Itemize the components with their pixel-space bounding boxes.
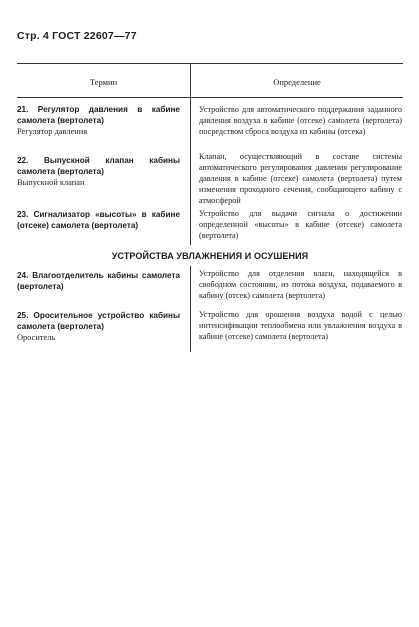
definition-24: Устройство для отделения влаги, находящейся в свободном состоянии, из потока воздуха, подаваемого в кабину (отсек) самолета (вертолета)	[199, 269, 402, 300]
column-header-term: Термин	[89, 77, 118, 87]
column-divider-upper	[190, 63, 191, 245]
definition-22: Клапан, осуществляющий в составе системы автоматического регулирования давления регулирование давления в кабине (отсеке) самолета (вертолета) путем изменения проходного сечения, сообщающего кабину с атмосферой	[199, 152, 402, 205]
definition-25: Устройство для орошения воздуха водой с целью интенсификации теплообмена или увлажнения воздуха в кабине (отсеке) самолета (вертолета)	[199, 310, 402, 341]
definition-23: Устройство для выдачи сигнала о достижении определенной «высоты» в кабине (отсеке) самолета (вертолета)	[199, 209, 402, 240]
term-23	[17, 209, 180, 231]
term-21-short: Регулятор давления	[17, 127, 88, 136]
table-top-rule	[17, 63, 403, 64]
term-24	[17, 270, 180, 292]
term-25	[17, 310, 180, 343]
term-22-name: 22. Выпускной клапан кабины самолета (вертолета)	[17, 156, 180, 176]
column-divider-lower	[190, 266, 191, 352]
definition-21: Устройство для автоматического поддержания заданного давления воздуха в кабине (отсеке) самолета (вертолета) посредством сброса воздуха из кабины (отсека)	[199, 105, 402, 136]
term-21-name: 21. Регулятор давления в кабине самолета (вертолета)	[17, 105, 180, 125]
page-header: Стр. 4 ГОСТ 22607—77	[17, 30, 137, 42]
term-25-short: Ороситель	[17, 333, 56, 342]
section-title: УСТРОЙСТВА УВЛАЖНЕНИЯ И ОСУШЕНИЯ	[111, 251, 309, 261]
column-header-definition: Определение	[273, 77, 321, 87]
term-22-short: Выпускной клапан	[17, 178, 85, 187]
term-24-name: 24. Влагоотделитель кабины самолета (вертолета)	[17, 271, 180, 291]
table-header-rule	[17, 97, 403, 98]
term-25-name: 25. Оросительное устройство кабины самолета (вертолета)	[17, 311, 180, 331]
term-22	[17, 155, 180, 188]
term-21	[17, 104, 180, 137]
term-23-name: 23. Сигнализатор «высоты» в кабине (отсеке) самолета (вертолета)	[17, 210, 180, 230]
